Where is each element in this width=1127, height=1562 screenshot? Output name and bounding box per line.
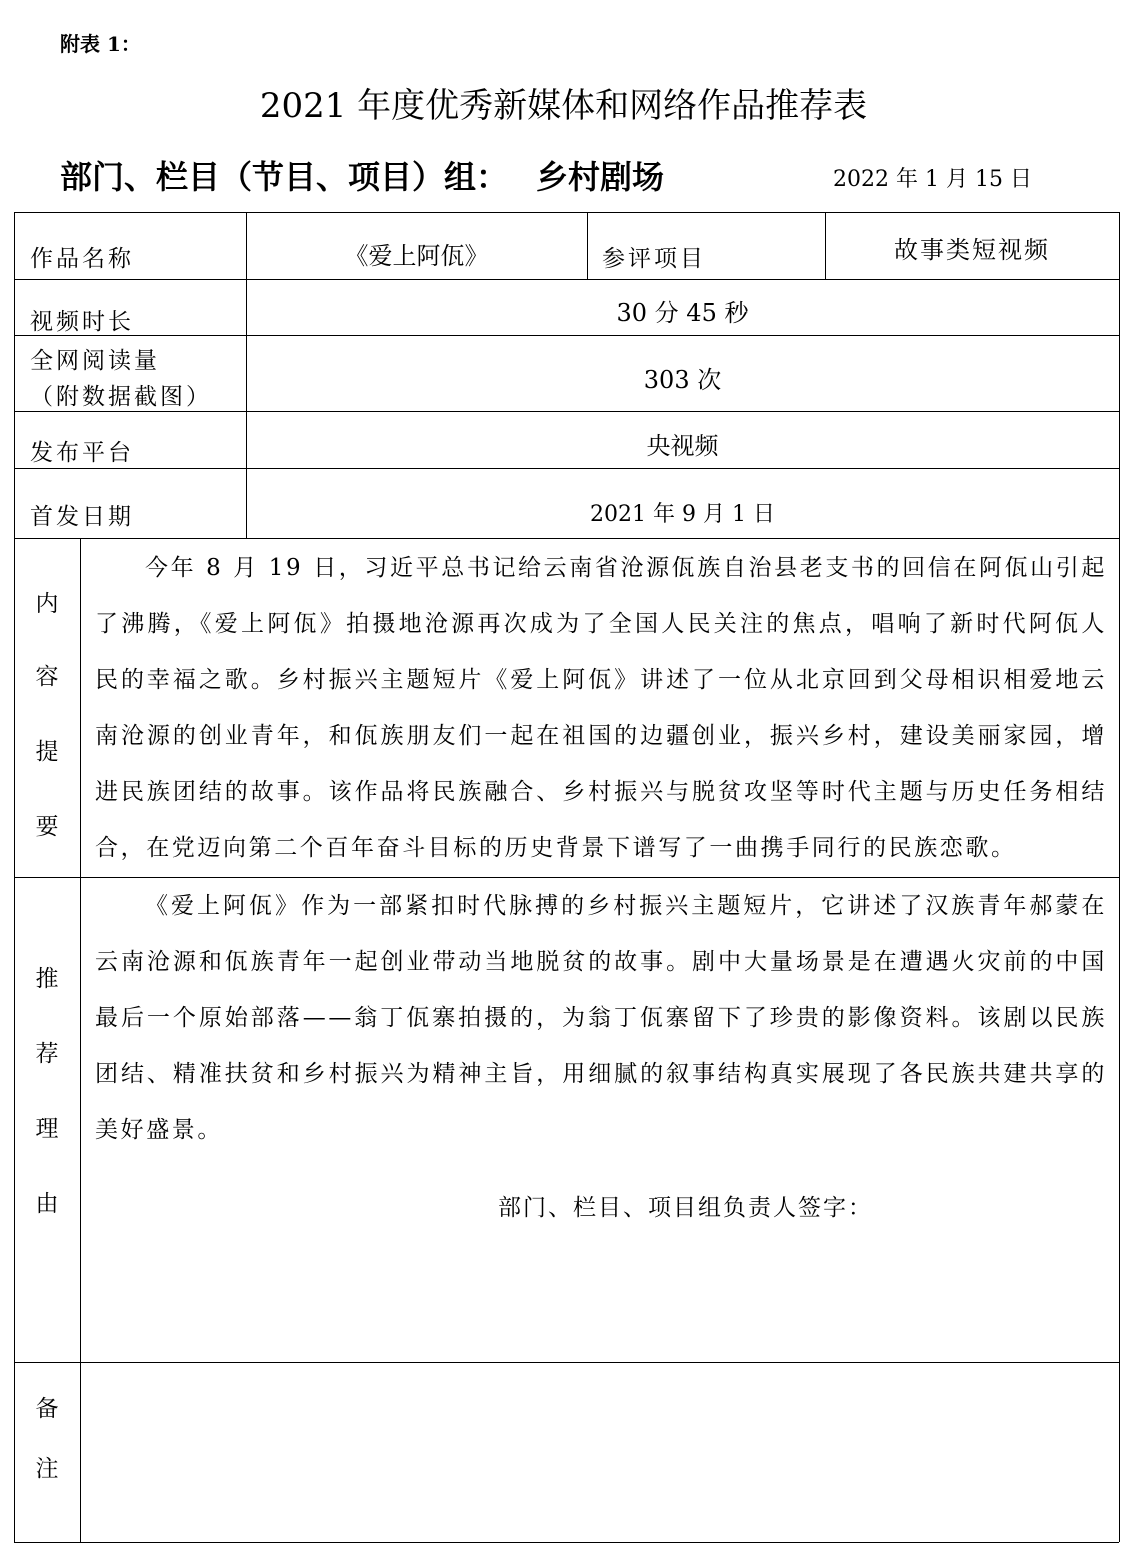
department-line bbox=[60, 152, 664, 198]
reason-label-char: 由 bbox=[35, 1191, 59, 1217]
reason-label-char: 理 bbox=[35, 1116, 59, 1142]
table-rule bbox=[14, 468, 1119, 469]
department-label: 部门、栏目（节目、项目）组： bbox=[60, 158, 509, 196]
reason-text: 《爱上阿佤》作为一部紧扣时代脉搏的乡村振兴主题短片，它讲述了汉族青年郝蒙在云南沧源和佤族青年一起创业带动当地脱贫的故事。剧中大量场景是在遭遇火灾前的中国最后一个原始部落——翁丁佤寨拍摄的，为翁丁佤寨留下了珍贵的影像资料。该剧以民族团结、精准扶贫和乡村振兴为精神主旨，用细腻的叙事结构真实展现了各民族共建共享的美好盛景。 bbox=[95, 893, 1107, 1143]
remarks-label-char: 备 bbox=[35, 1396, 59, 1422]
recommendation-table bbox=[14, 212, 1119, 1542]
table-rule bbox=[14, 538, 1119, 539]
table-rule bbox=[14, 1542, 1119, 1543]
table-rule bbox=[1119, 212, 1120, 1542]
remarks-label-char: 注 bbox=[35, 1456, 59, 1482]
work-name-value: 《爱上阿佤》 bbox=[344, 242, 489, 270]
table-rule bbox=[14, 212, 1119, 213]
duration-label: 视频时长 bbox=[30, 309, 134, 335]
annex-label: 附表 1： bbox=[60, 32, 141, 56]
first-release-value: 2021 年 9 月 1 日 bbox=[590, 502, 775, 527]
reason-label-char: 荐 bbox=[35, 1041, 59, 1067]
table-rule bbox=[14, 279, 1119, 280]
summary-label-char: 内 bbox=[35, 591, 59, 617]
platform-value: 央视频 bbox=[646, 432, 719, 460]
table-rule bbox=[14, 212, 15, 1542]
page-title: 2021 年度优秀新媒体和网络作品推荐表 bbox=[259, 86, 868, 126]
department-value: 乡村剧场 bbox=[536, 158, 665, 196]
views-label-line1: 全网阅读量 bbox=[30, 348, 160, 374]
table-rule bbox=[587, 212, 588, 279]
platform-label: 发布平台 bbox=[30, 440, 134, 466]
views-value: 303 次 bbox=[643, 366, 722, 394]
summary-label-char: 要 bbox=[35, 814, 59, 840]
reason-label-char: 推 bbox=[35, 966, 59, 992]
report-date: 2022 年 1 月 15 日 bbox=[833, 167, 1032, 192]
summary-text: 今年 8 月 19 日，习近平总书记给云南省沧源佤族自治县老支书的回信在阿佤山引起了沸腾，《爱上阿佤》拍摄地沧源再次成为了全国人民关注的焦点，唱响了新时代阿佤人民的幸福之歌。乡村振兴主题短片《爱上阿佤》讲述了一位从北京回到父母相识相爱地云南沧源的创业青年，和佤族朋友们一起在祖国的边疆创业，振兴乡村，建设美丽家园，增进民族团结的故事。该作品将民族融合、乡村振兴与脱贫攻坚等时代主题与历史任务相结合，在党迈向第二个百年奋斗目标的历史背景下谱写了一曲携手同行的民族恋歌。 bbox=[95, 555, 1107, 861]
category-label: 参评项目 bbox=[602, 246, 706, 272]
table-rule bbox=[14, 335, 1119, 336]
signature-label: 部门、栏目、项目组负责人签字： bbox=[498, 1195, 873, 1221]
category-value: 故事类短视频 bbox=[894, 236, 1050, 264]
remarks-content bbox=[81, 1363, 1118, 1541]
duration-value: 30 分 45 秒 bbox=[616, 299, 749, 327]
summary-label-char: 提 bbox=[35, 739, 59, 765]
views-label-line2: （附数据截图） bbox=[30, 384, 212, 410]
work-name-label: 作品名称 bbox=[30, 246, 134, 272]
summary-label-char: 容 bbox=[35, 664, 59, 690]
table-rule bbox=[14, 411, 1119, 412]
first-release-label: 首发日期 bbox=[30, 504, 134, 530]
